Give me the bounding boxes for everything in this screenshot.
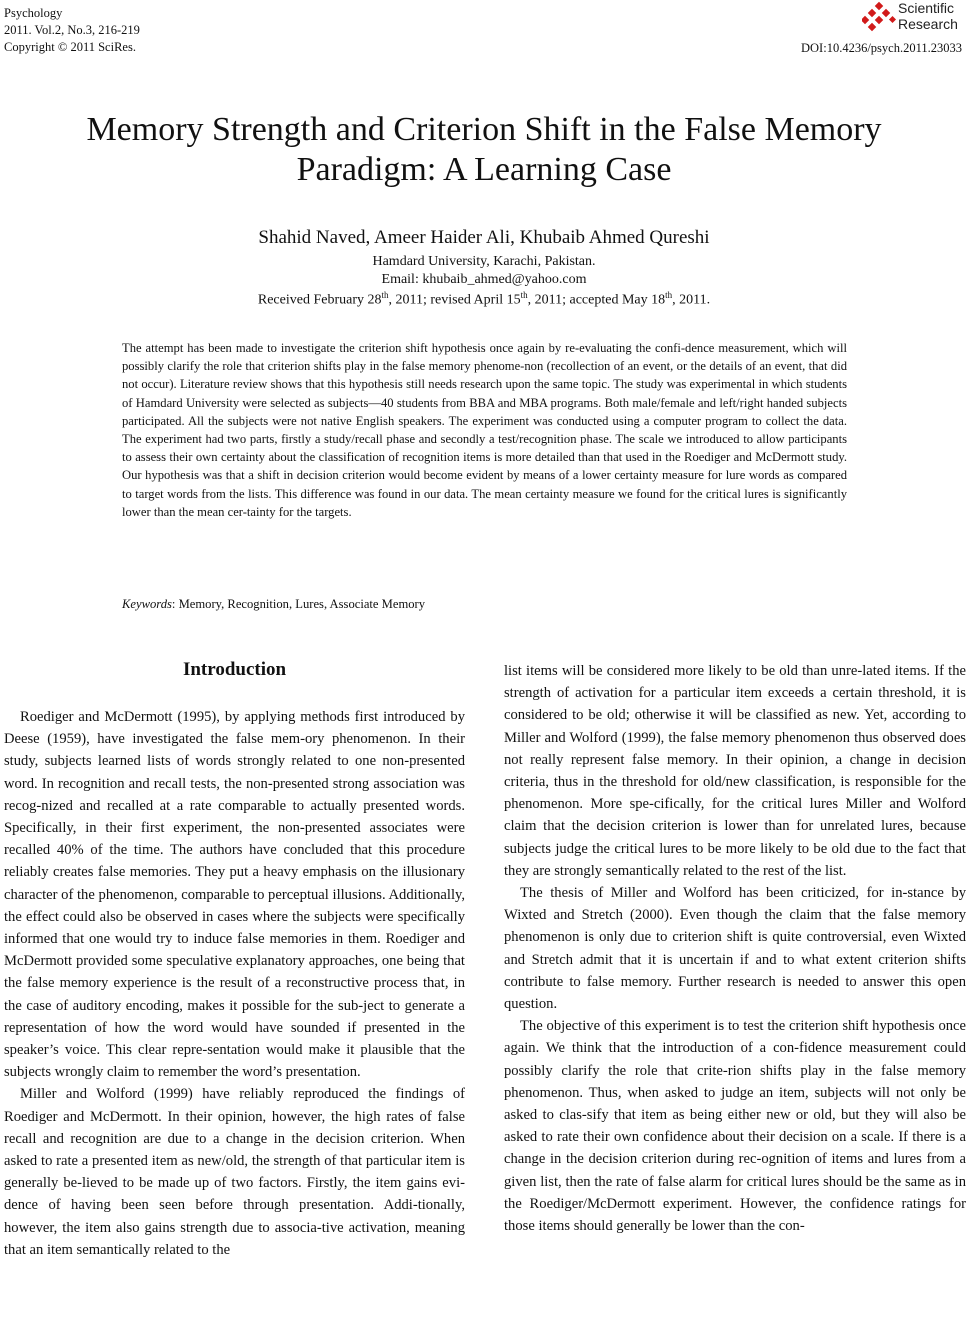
paragraph: list items will be considered more likely to be old than unre-lated items. If the strength of activation for a particular item exceeds a certain threshold, it is considered to be old; otherwise it will be classified as new. Yet, according to Miller and Wolford (1999), the false memory phenomenon thus observed does not really represent false memory. In their opinion, a change in decision criteria, thus in the threshold for old/new classification, is responsible for the phenomenon. More spe-cifically, for the critical lures Miller and Wolford claim that the decision criterion is lower than for unrelated lures, because subjects judge the critical lures to be more likely to be old due to the fact that they are strongly semantically related to the rest of the list. bbox=[504, 663, 966, 879]
email: Email: khubaib_ahmed@yahoo.com bbox=[381, 272, 587, 287]
journal-name: Psychology bbox=[4, 6, 63, 20]
left-column bbox=[4, 706, 465, 1261]
keywords-list: : Memory, Recognition, Lures, Associate Memory bbox=[171, 597, 426, 611]
journal-volume: 2011. Vol.2, No.3, 216-219 bbox=[4, 23, 140, 37]
received-dates: Received February 28th, 2011; revised April 15th, 2011; accepted May 18th, 2011. bbox=[257, 290, 711, 308]
affiliation-block bbox=[0, 253, 968, 289]
publisher-name: Scientific Research bbox=[898, 0, 958, 32]
doi: DOI:10.4236/psych.2011.23033 bbox=[801, 41, 962, 55]
section-heading: Introduction bbox=[182, 659, 287, 680]
paragraph: Miller and Wolford (1999) have reliably reproduced the findings of Roediger and McDermott. In their opinion, however, the high rates of false recall and recognition are due to a change in the decision criterion. When asked to rate a presented item as new/old, the strength of that particular item is generally be-lieved to be made up of two factors. Firstly, the item gains evi-dence of having been seen before through presentation. Addi-tionally, however, the item also gains strength due to associa-tive activation, meaning that an item semantically related to the bbox=[4, 1086, 465, 1258]
right-column bbox=[504, 660, 966, 1237]
authors: Shahid Naved, Ameer Haider Ali, Khubaib Ahmed Qureshi bbox=[258, 227, 710, 248]
publisher-logo bbox=[862, 0, 962, 36]
paper-title: Memory Strength and Criterion Shift in the False Memory Paradigm: A Learning Case bbox=[86, 111, 882, 188]
journal-header bbox=[4, 5, 140, 56]
keywords-label: Keywords bbox=[122, 597, 172, 611]
paragraph: Roediger and McDermott (1995), by applying methods first introduced by Deese (1959), have investigated the false mem-ory phenomenon. In their study, subjects learned lists of words strongly related to one non-presented word. In recognition and recall tests, the non-presented strong association was recog-nized and recalled at a rate comparable to actually presented words. Specifically, in their first experiment, the non-presented associates were recalled 40% of the time. The authors have concluded that this procedure reliably creates false memories. They put a heavy emphasis on the illusionary character of the phenomenon, comparable to perceptual illusions. Additionally, the effect could also be observed in cases where the subjects were specifically informed that one would try to induce false memories in them. Roediger and McDermott provided some speculative explanatory approaches, one being that the false memory experience is the result of a reconstructive process that, in the case of auditory encoding, makes it possible for the sub-ject to generate a representation of how the word would have sounded if presented in the speaker’s voice. This clear repre-sentation would make it plausible that the subjects wrongly claim to remember the word’s presentation. bbox=[4, 709, 465, 1081]
keywords bbox=[122, 597, 425, 612]
copyright: Copyright © 2011 SciRes. bbox=[4, 40, 136, 54]
affiliation: Hamdard University, Karachi, Pakistan. bbox=[372, 254, 596, 269]
publisher-logo-icon bbox=[862, 1, 896, 35]
paragraph: The objective of this experiment is to test the criterion shift hypothesis once again. We think that the introduction of a con-fidence measurement could possibly clarify the role that crite-rion shifts play in the false memory phenomenon. Thus, when asked to judge an item, subjects will not only be asked to clas-sify that item as being either new or old, but they will also be asked to rate their own confidence about their decision on a scale. If there is a change in the decision criterion during rec-ognition of items and lures from a given list, then the rate of false alarm for critical lures should be the same as in the Roediger/McDermott experiment. However, the confidence ratings for those items should generally be lower than the con- bbox=[504, 1018, 966, 1235]
paragraph: The thesis of Miller and Wolford has been criticized, for in-stance by Wixted and Stretch (2000). Even though the claim that the false memory phenomenon is only due to criterion shift is quite controversial, even Wixted and Stretch admit that it is uncertain if and to what extent criterion shifts contribute to false memory. Further research is needed to answer this open question. bbox=[504, 885, 966, 1013]
abstract: The attempt has been made to investigate the criterion shift hypothesis once again by re-evaluating the confi-dence measurement, which will possibly clarify the role that criterion shifts play in the false memory phenome-non (recollection of an event, or the details of an event, that did not occur). Literature review shows that this hypothesis still needs research upon the same topic. The study was experimental in which students of Hamdard University were selected as subjects—40 students from BBA and MBA programs. Both male/female and left/right handed subjects participated. All the subjects were not native English speakers. The experiment was conducted using a computer program to collect the data. The experiment had two parts, firstly a study/recall phase and secondly a test/recognition phase. The scale we introduced to allow participants to assess their own certainty about the classification of recognition items is more detailed than that used in the Roediger and McDermott study. Our hypothesis was that a shift in decision criterion would become evident by means of a lower certainty measure for lure words as compared to target words from the lists. This difference was found in our data. The mean certainty measure we found for the critical lures is significantly lower than the mean cer-tainty for the targets. bbox=[122, 341, 847, 519]
